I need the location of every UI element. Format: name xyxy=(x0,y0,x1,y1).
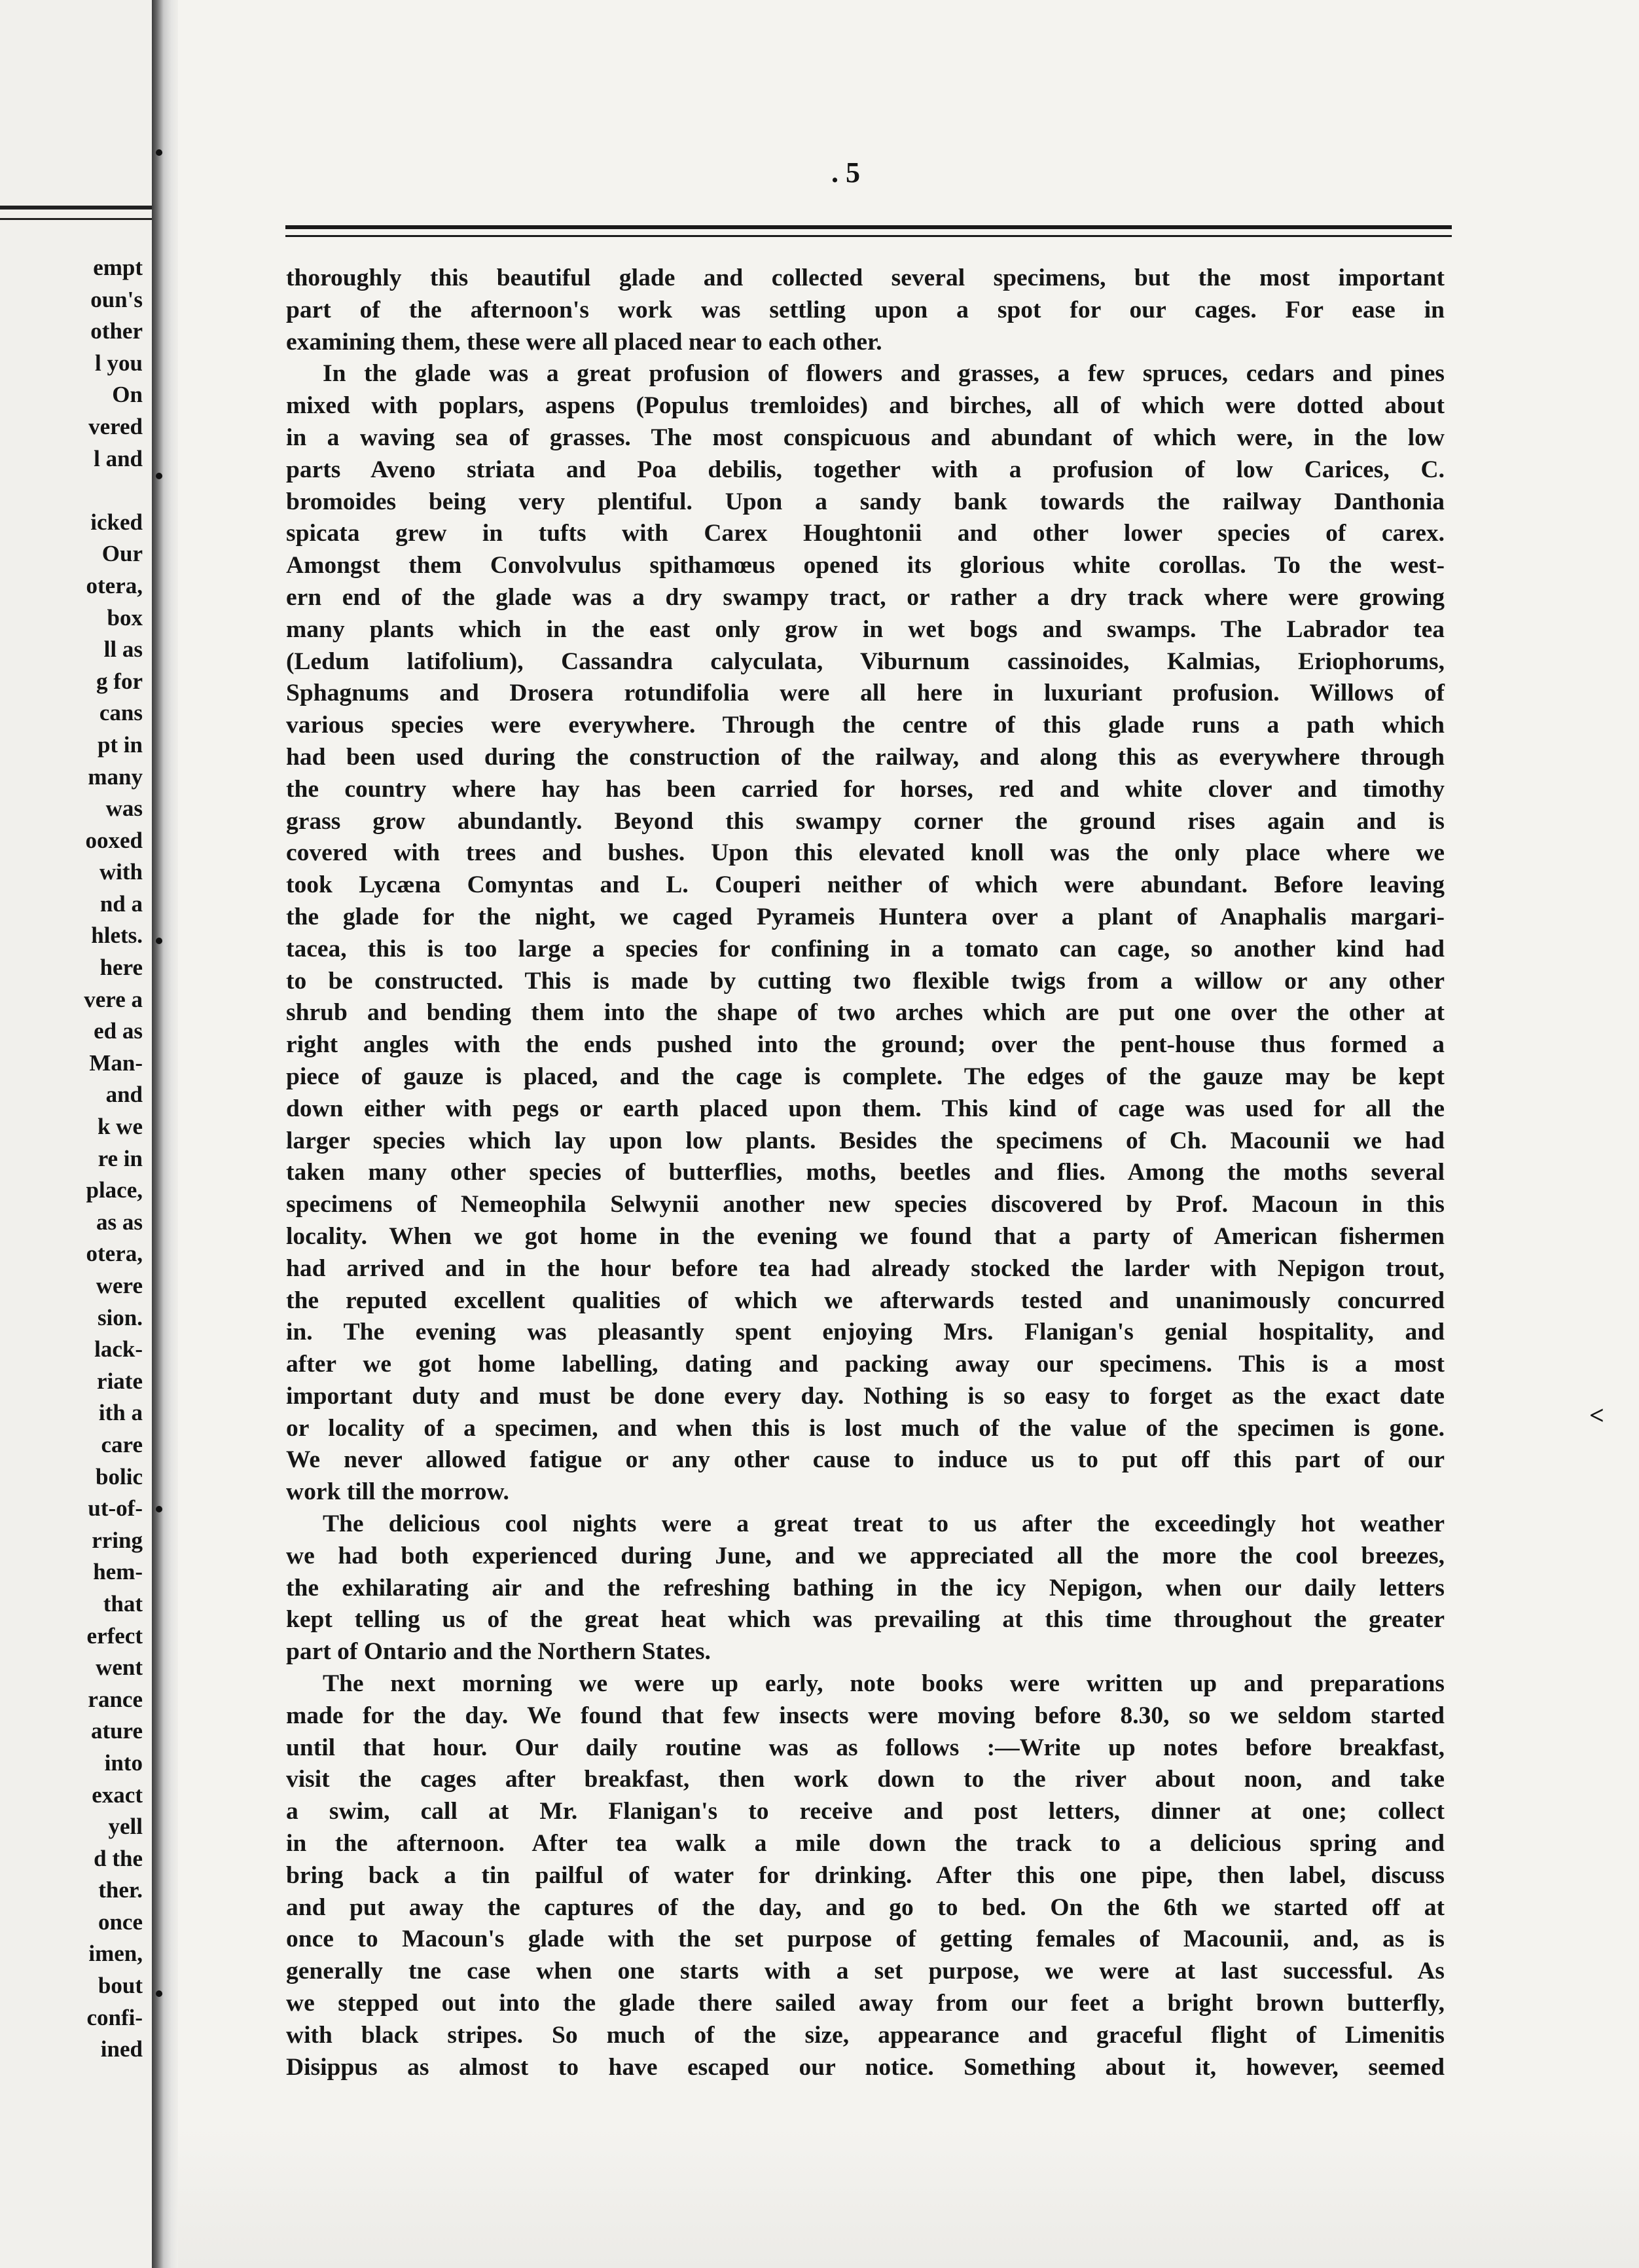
previous-page-fragment: confi- xyxy=(86,2004,143,2030)
text-line: until that hour. Our daily routine was as follows :—Write up notes before breakfast, xyxy=(286,1734,1445,1761)
previous-page-fragment: sion. xyxy=(97,1304,143,1330)
text-line: in. The evening was pleasantly spent enjoying Mrs. Flanigan's genial hospitality, and xyxy=(286,1319,1445,1346)
previous-page-fragment: lack- xyxy=(94,1336,143,1363)
text-line: visit the cages after breakfast, then work down to the river about noon, and take xyxy=(286,1766,1445,1793)
previous-page-fragment: ll as xyxy=(103,636,143,663)
text-line: examining them, these were all placed near to each other. xyxy=(286,328,882,356)
text-line: larger species which lay upon low plants. Besides the specimens of Ch. Macounii we had xyxy=(286,1127,1445,1154)
previous-page-fragment: here xyxy=(99,955,143,981)
text-line: various species were everywhere. Through the centre of this glade runs a path which xyxy=(286,712,1445,739)
text-line: part of the afternoon's work was settling upon a spot for our cages. For ease in xyxy=(286,296,1445,323)
text-line: work till the morrow. xyxy=(286,1478,509,1506)
text-line: We never allowed fatigue or any other cause to induce us to put off this part of our xyxy=(286,1446,1445,1474)
text-line: Disippus as almost to have escaped our notice. Something about it, however, seemed xyxy=(286,2053,1445,2081)
previous-page-fragment: l you xyxy=(95,350,143,376)
text-line: grass grow abundantly. Beyond this swampy corner the ground rises again and is xyxy=(286,807,1445,835)
text-line: Amongst them Convolvulus spithamœus opened its glorious white corollas. To the west- xyxy=(286,552,1445,579)
text-line: a swim, call at Mr. Flanigan's to receive and post letters, dinner at one; collect xyxy=(286,1798,1445,1825)
previous-page-fragment: into xyxy=(104,1749,143,1776)
previous-page-fragment: was xyxy=(105,796,143,822)
text-line: piece of gauze is placed, and the cage is complete. The edges of the gauze may be kept xyxy=(286,1063,1445,1090)
previous-page-fragment: bolic xyxy=(96,1463,143,1490)
text-line: part of Ontario and the Northern States. xyxy=(286,1638,711,1666)
text-line: once to Macoun's glade with the set purpose of getting females of Macounii, and, as is xyxy=(286,1926,1445,1953)
previous-page-text-fragments xyxy=(84,252,143,2066)
text-line: Sphagnums and Drosera rotundifolia were all here in luxuriant profusion. Willows of xyxy=(286,680,1445,707)
text-line: down either with pegs or earth placed upon them. This kind of cage was used for all the xyxy=(286,1095,1445,1122)
text-line: tacea, this is too large a species for confining in a tomato can cage, so another kind had xyxy=(286,935,1445,962)
previous-page-fragment: Our xyxy=(101,541,143,567)
text-line: thoroughly this beautiful glade and collected several specimens, but the most important xyxy=(286,265,1445,291)
previous-page-fragment: otera, xyxy=(86,572,143,598)
text-line: we had both experienced during June, and we appreciated all the more the cool breezes, xyxy=(286,1542,1445,1569)
previous-page-fragment: imen, xyxy=(88,1941,143,1967)
text-line: the exhilarating air and the refreshing bathing in the icy Nepigon, when our daily letters xyxy=(286,1574,1445,1601)
text-line: bromoides being very plentiful. Upon a sandy bank towards the railway Danthonia xyxy=(286,488,1445,515)
previous-page-fragment: nd a xyxy=(99,890,143,917)
previous-page-fragment: ed as xyxy=(94,1018,143,1044)
binding-hole xyxy=(156,1506,162,1512)
text-line: bring back a tin pailful of water for drinking. After this one pipe, then label, discuss xyxy=(286,1861,1445,1889)
previous-page-fragment: re in xyxy=(98,1145,143,1171)
previous-page-fragment: oun's xyxy=(90,286,143,312)
previous-page-fragment: ined xyxy=(100,2036,143,2062)
text-line: (Ledum latifolium), Cassandra calyculata, Viburnum cassinoides, Kalmias, Eriophorums, xyxy=(286,648,1445,675)
header-double-rule xyxy=(285,225,1452,237)
text-line: covered with trees and bushes. Upon this elevated knoll was the only place where we xyxy=(286,839,1445,867)
previous-page-fragment: ature xyxy=(90,1718,143,1744)
previous-page-fragment: yell xyxy=(108,1814,143,1840)
text-line: the reputed excellent qualities of which we afterwards tested and unanimously concurred xyxy=(286,1287,1445,1314)
binding-hole xyxy=(156,473,162,479)
text-line: important duty and must be done every day. Nothing is so easy to forget as the exact date xyxy=(286,1382,1445,1410)
text-line: or locality of a specimen, and when this is lost much of the value of the specimen is gone. xyxy=(286,1414,1445,1442)
binding-hole xyxy=(156,149,162,156)
text-line: took Lycæna Comyntas and L. Couperi neither of which were abundant. Before leaving xyxy=(286,871,1445,899)
text-line: The delicious cool nights were a great treat to us after the exceedingly hot weather xyxy=(323,1510,1445,1538)
text-line: taken many other species of butterflies, moths, beetles and flies. Among the moths several xyxy=(286,1159,1445,1186)
previous-page-fragment: hlets. xyxy=(91,923,143,949)
previous-page-fragment: ith a xyxy=(98,1400,143,1426)
page-number: . 5 xyxy=(831,156,860,189)
text-line: and put away the captures of the day, and go to bed. On the 6th we started off at xyxy=(286,1893,1445,1921)
text-line: right angles with the ends pushed into the ground; over the pent-house thus formed a xyxy=(286,1031,1445,1059)
text-line: spicata grew in tufts with Carex Houghtonii and other lower species of carex. xyxy=(286,520,1445,547)
previous-page-fragment: Man- xyxy=(89,1050,143,1076)
text-line: after we got home labelling, dating and packing away our specimens. This is a most xyxy=(286,1351,1445,1378)
previous-page-fragment: that xyxy=(103,1590,143,1617)
previous-page-fragment: otera, xyxy=(86,1241,143,1267)
text-line: with black stripes. So much of the size, appearance and graceful flight of Limenitis xyxy=(286,2021,1445,2049)
previous-page-fragment: with xyxy=(99,859,143,885)
text-line: the glade for the night, we caged Pyrameis Huntera over a plant of Anaphalis margari- xyxy=(286,903,1445,930)
previous-page-fragment: On xyxy=(112,382,143,408)
previous-page-fragment: l and xyxy=(94,445,143,471)
previous-page-fragment: pt in xyxy=(97,731,143,758)
text-line: In the glade was a great profusion of flowers and grasses, a few spruces, cedars and pines xyxy=(323,360,1445,388)
text-line: parts Aveno striata and Poa debilis, together with a profusion of low Carices, C. xyxy=(286,456,1445,483)
previous-page-header-rule xyxy=(0,206,152,220)
previous-page-fragment: place, xyxy=(86,1177,143,1203)
previous-page-fragment: d the xyxy=(94,1845,143,1871)
previous-page-fragment: ut-of- xyxy=(88,1495,143,1522)
previous-page-fragment: care xyxy=(101,1431,143,1457)
previous-page-fragment: rance xyxy=(88,1686,143,1712)
previous-page-fragment: k we xyxy=(97,1114,143,1140)
previous-page-fragment: icked xyxy=(90,509,143,535)
previous-page-fragment: other xyxy=(90,318,143,344)
previous-page-fragment: ooxed xyxy=(85,827,143,853)
page-bottom-shadow xyxy=(178,2128,1639,2268)
text-line: kept telling us of the great heat which was prevailing at this time throughout the greater xyxy=(286,1606,1445,1634)
previous-page-fragment: many xyxy=(88,763,143,790)
text-line: shrub and bending them into the shape of two arches which are put one over the other at xyxy=(286,999,1445,1027)
previous-page-fragment: exact xyxy=(92,1782,143,1808)
text-line: many plants which in the east only grow in wet bogs and swamps. The Labrador tea xyxy=(286,615,1445,643)
text-line: specimens of Nemeophila Selwynii another new species discovered by Prof. Macoun in this xyxy=(286,1191,1445,1218)
text-line: generally tne case when one starts with a set purpose, we were at last successful. As xyxy=(286,1958,1445,1985)
previous-page-fragment: erfect xyxy=(86,1622,143,1649)
previous-page-fragment: rring xyxy=(92,1527,143,1553)
previous-page-fragment: were xyxy=(96,1273,143,1298)
previous-page-fragment xyxy=(84,475,143,507)
body-text xyxy=(286,263,1445,2083)
previous-page-fragment: box xyxy=(107,604,143,631)
previous-page-fragment: ther. xyxy=(98,1877,143,1903)
previous-page-fragment: went xyxy=(96,1655,143,1681)
text-line: mixed with poplars, aspens (Populus tremloides) and birches, all of which were dotted about xyxy=(286,392,1445,420)
previous-page-fragment: bout xyxy=(98,1973,143,1999)
previous-page-fragment: and xyxy=(105,1082,143,1108)
text-line: The next morning we were up early, note books were written up and preparations xyxy=(323,1670,1445,1698)
text-line: in the afternoon. After tea walk a mile down the track to a delicious spring and xyxy=(286,1830,1445,1857)
previous-page-fragment: vere a xyxy=(84,986,143,1012)
previous-page-fragment: g for xyxy=(96,668,143,694)
previous-page-strip xyxy=(0,0,152,2268)
binding-hole xyxy=(156,938,162,944)
previous-page-fragment: vered xyxy=(88,413,143,439)
text-line: had arrived and in the hour before tea had already stocked the larder with Nepigon trout, xyxy=(286,1254,1445,1282)
binding-hole xyxy=(156,1990,162,1997)
text-line: had been used during the construction of the railway, and along this as everywhere through xyxy=(286,743,1445,771)
previous-page-fragment: empt xyxy=(93,255,143,280)
previous-page-fragment: as as xyxy=(96,1209,143,1235)
text-line: the country where hay has been carried for horses, red and white clover and timothy xyxy=(286,775,1445,803)
binding-gutter xyxy=(152,0,178,2268)
text-line: made for the day. We found that few insects were moving before 8.30, so we seldom started xyxy=(286,1702,1445,1729)
text-line: locality. When we got home in the evening we found that a party of American fishermen xyxy=(286,1222,1445,1250)
margin-mark: < xyxy=(1589,1400,1604,1430)
previous-page-fragment: cans xyxy=(99,700,143,726)
text-line: we stepped out into the glade there sailed away from our feet a bright brown butterfly, xyxy=(286,1990,1445,2017)
previous-page-fragment: riate xyxy=(97,1368,143,1394)
text-line: ern end of the glade was a dry swampy tract, or rather a dry track where were growing xyxy=(286,583,1445,611)
text-line: in a waving sea of grasses. The most conspicuous and abundant of which were, in the low xyxy=(286,424,1445,451)
text-line: to be constructed. This is made by cutting two flexible twigs from a willow or any other xyxy=(286,967,1445,995)
previous-page-fragment: once xyxy=(98,1909,143,1935)
previous-page-fragment: hem- xyxy=(93,1559,143,1585)
